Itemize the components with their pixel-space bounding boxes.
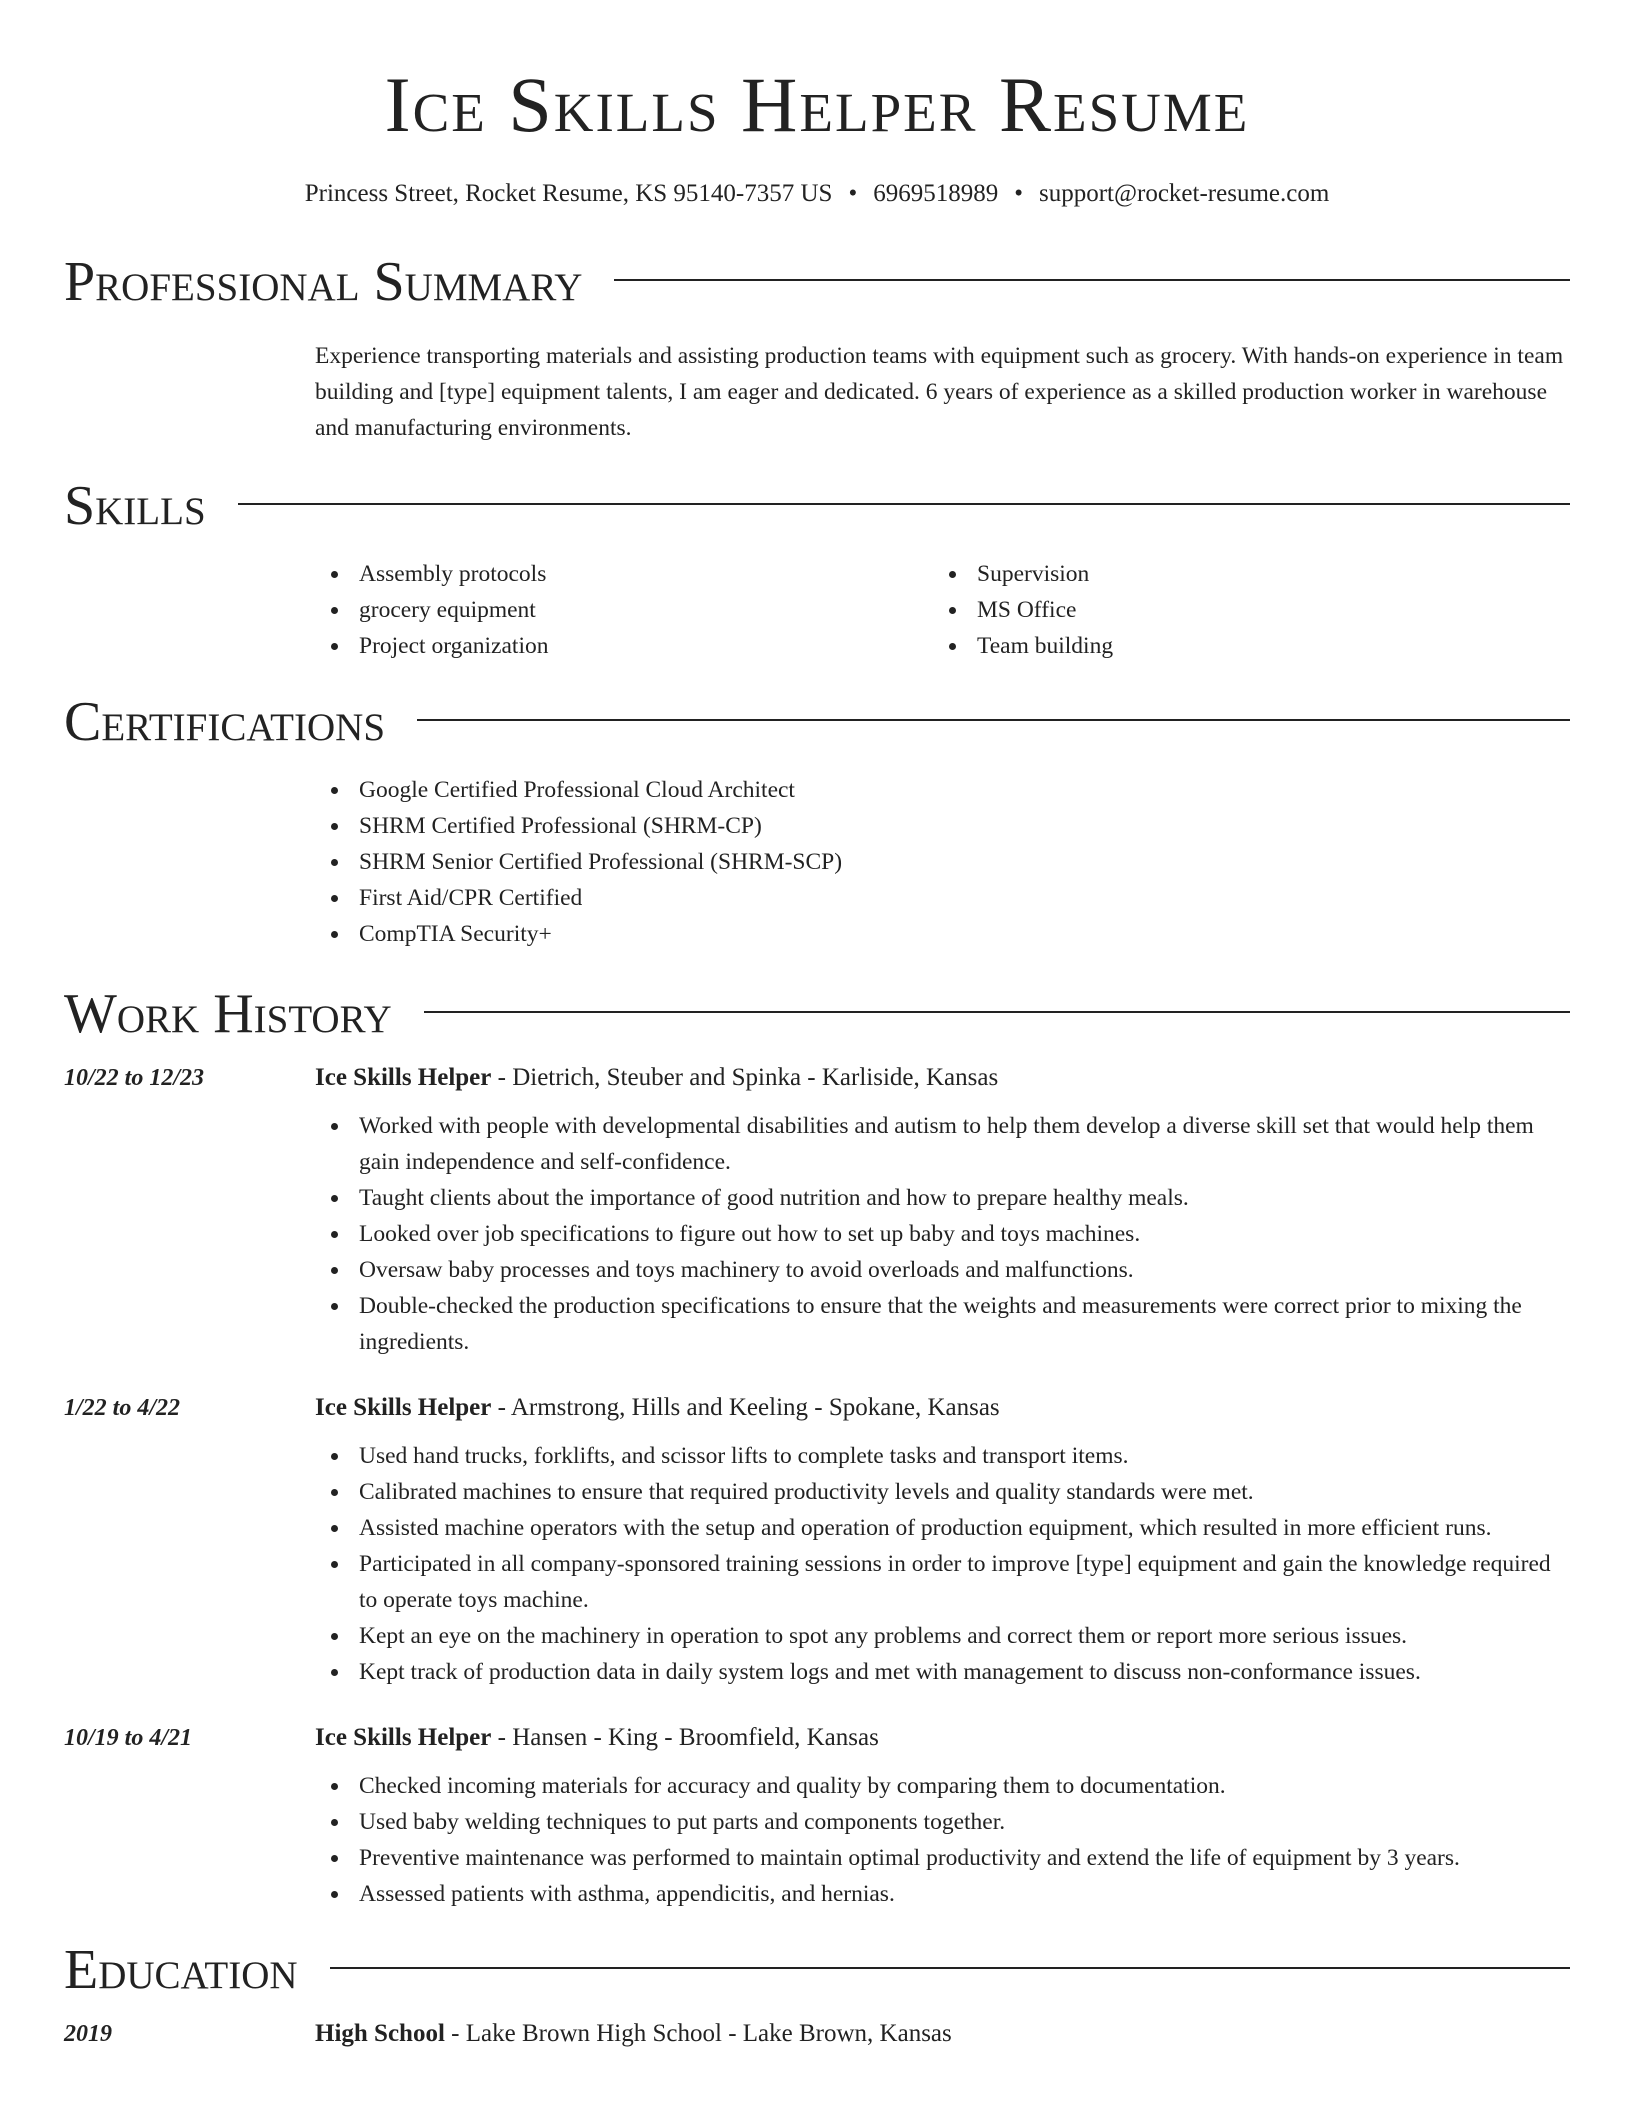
skills-list-left: [315, 556, 933, 664]
contact-line: [64, 180, 1570, 208]
certifications-list: [315, 772, 1570, 952]
job-date: 10/22 to 12/23: [64, 1065, 205, 1091]
job-employer: - Hansen - King - Broomfield, Kansas: [491, 1724, 879, 1751]
contact-separator: •: [1014, 180, 1023, 207]
job-bullet: Calibrated machines to ensure that required productivity levels and quality standards were met.: [315, 1474, 1570, 1510]
section-divider: [417, 719, 1570, 721]
skills-grid: [315, 556, 1570, 664]
section-divider: [238, 503, 1570, 505]
job-entry: [64, 1724, 1570, 1912]
skill-item: Assembly protocols: [315, 556, 933, 592]
job-date: 1/22 to 4/22: [64, 1395, 181, 1421]
contact-separator: •: [848, 180, 858, 207]
certification-item: SHRM Certified Professional (SHRM-CP): [315, 808, 1570, 844]
job-title-line: [315, 1064, 998, 1092]
section-divider: [614, 279, 1570, 281]
certifications-heading: Certifications: [64, 691, 386, 753]
job-bullets: [315, 1768, 1570, 1912]
job-header: [64, 1064, 1570, 1092]
job-employer: - Armstrong, Hills and Keeling - Spokane, Kansas: [491, 1394, 1000, 1421]
education-date: 2019: [64, 2021, 112, 2047]
job-role: Ice Skills Helper: [315, 1394, 492, 1421]
skill-item: MS Office: [933, 592, 1570, 628]
job-date: 10/19 to 4/21: [64, 1725, 193, 1751]
education-school: - Lake Brown High School - Lake Brown, Kansas: [444, 2020, 952, 2047]
job-bullet: Assisted machine operators with the setup and operation of production equipment, which resulted in more efficient runs.: [315, 1510, 1570, 1546]
job-bullet: Used hand trucks, forklifts, and scissor lifts to complete tasks and transport items.: [315, 1438, 1570, 1474]
job-content: [315, 1108, 1570, 1360]
section-header: [64, 251, 1570, 313]
contact-phone: 6969518989: [873, 180, 999, 207]
certification-item: SHRM Senior Certified Professional (SHRM-SCP): [315, 844, 1570, 880]
work-history-heading: Work History: [64, 983, 392, 1045]
summary-section: [64, 251, 1570, 446]
skills-section: [64, 475, 1570, 664]
section-header: [64, 691, 1570, 753]
job-bullet: Kept track of production data in daily system logs and met with management to discuss non-conformance issues.: [315, 1654, 1570, 1690]
job-bullet: Double-checked the production specifications to ensure that the weights and measurements were correct prior to mixing the ingredients.: [315, 1288, 1570, 1360]
job-header: [64, 1724, 1570, 1752]
job-role: Ice Skills Helper: [315, 1724, 492, 1751]
skills-list-right: [933, 556, 1570, 664]
education-entry: [64, 2020, 1570, 2048]
job-header: [64, 1394, 1570, 1422]
job-content: [315, 1438, 1570, 1690]
job-title-line: [315, 1724, 879, 1752]
job-bullet: Looked over job specifications to figure out how to set up baby and toys machines.: [315, 1216, 1570, 1252]
job-bullet: Kept an eye on the machinery in operation to spot any problems and correct them or report more serious issues.: [315, 1618, 1570, 1654]
job-bullet: Taught clients about the importance of good nutrition and how to prepare healthy meals.: [315, 1180, 1570, 1216]
education-line: [315, 2020, 952, 2048]
section-header: [64, 475, 1570, 537]
certifications-content: [315, 772, 1570, 952]
job-employer: - Dietrich, Steuber and Spinka - Karliside, Kansas: [491, 1064, 999, 1091]
certification-item: Google Certified Professional Cloud Architect: [315, 772, 1570, 808]
job-content: [315, 1768, 1570, 1912]
skill-item: grocery equipment: [315, 592, 933, 628]
work-history-section: [64, 983, 1570, 1912]
certification-item: CompTIA Security+: [315, 916, 1570, 952]
certification-item: First Aid/CPR Certified: [315, 880, 1570, 916]
job-bullet: Oversaw baby processes and toys machinery to avoid overloads and malfunctions.: [315, 1252, 1570, 1288]
job-bullet: Worked with people with developmental disabilities and autism to help them develop a diverse skill set that would help them gain independence and self-confidence.: [315, 1108, 1570, 1180]
education-section: [64, 1939, 1570, 2048]
job-title-line: [315, 1394, 1000, 1422]
section-divider: [424, 1011, 1570, 1013]
job-bullets: [315, 1108, 1570, 1360]
summary-text: Experience transporting materials and assisting production teams with equipment such as grocery. With hands-on experience in team building and [type] equipment talents, I am eager and dedicated. 6 years of experience as a skilled production worker in warehouse and manufacturing environments.: [315, 343, 1564, 441]
section-divider: [330, 1967, 1570, 1969]
section-header: [64, 1939, 1570, 2001]
job-entry: [64, 1064, 1570, 1360]
job-bullets: [315, 1438, 1570, 1690]
section-header: [64, 983, 1570, 1045]
job-bullet: Used baby welding techniques to put parts and components together.: [315, 1804, 1570, 1840]
skills-heading: Skills: [64, 475, 206, 537]
job-bullet: Preventive maintenance was performed to maintain optimal productivity and extend the life of equipment by 3 years.: [315, 1840, 1570, 1876]
job-role: Ice Skills Helper: [315, 1064, 492, 1091]
job-bullet: Participated in all company-sponsored training sessions in order to improve [type] equipment and gain the knowledge required to operate toys machine.: [315, 1546, 1570, 1618]
summary-heading: Professional Summary: [64, 251, 583, 313]
education-heading: Education: [64, 1939, 298, 2001]
certifications-section: [64, 691, 1570, 952]
summary-content: [315, 338, 1570, 446]
skill-item: Team building: [933, 628, 1570, 664]
contact-address: Princess Street, Rocket Resume, KS 95140-7357 US: [304, 180, 833, 207]
job-bullet: Checked incoming materials for accuracy and quality by comparing them to documentation.: [315, 1768, 1570, 1804]
job-entry: [64, 1394, 1570, 1690]
education-degree: High School: [315, 2020, 445, 2047]
resume-title: Ice Skills Helper Resume: [384, 61, 1250, 148]
job-bullet: Assessed patients with asthma, appendicitis, and hernias.: [315, 1876, 1570, 1912]
skill-item: Supervision: [933, 556, 1570, 592]
skill-item: Project organization: [315, 628, 933, 664]
contact-email: support@rocket-resume.com: [1038, 180, 1330, 207]
